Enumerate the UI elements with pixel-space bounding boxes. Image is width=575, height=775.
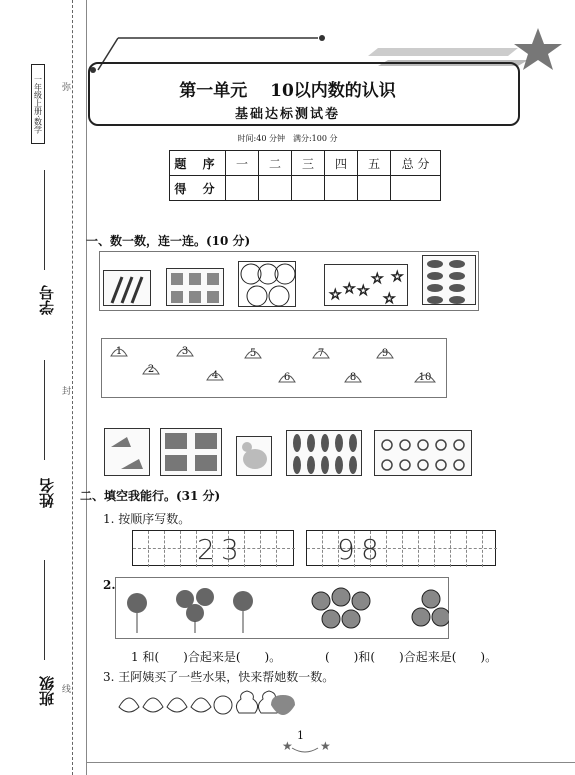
svg-text:☆: ☆: [357, 283, 370, 299]
score-col: 四: [325, 151, 358, 176]
mushroom-number[interactable]: 5: [249, 348, 257, 359]
score-cell[interactable]: [259, 176, 292, 201]
apple-icon: [312, 588, 449, 628]
score-table-row-header: 得 分: [170, 176, 226, 201]
peach-icon: [167, 698, 187, 712]
writing-grid-left[interactable]: [132, 530, 294, 566]
question2-label: 2.: [103, 578, 116, 592]
birds-picture: [104, 428, 150, 476]
pencils-picture: [103, 270, 151, 306]
student-id-label: 学号: [38, 285, 56, 315]
score-table-row-header: 题 序: [170, 151, 226, 176]
mushroom-numbers: [101, 338, 447, 398]
svg-text:☆: ☆: [371, 271, 384, 287]
svg-text:☆: ☆: [329, 287, 342, 303]
class-line: [44, 560, 45, 660]
mushroom-number[interactable]: 7: [317, 348, 325, 359]
writing-grid-right[interactable]: [306, 530, 496, 566]
mushroom-number[interactable]: 1: [115, 346, 123, 357]
mushroom-number[interactable]: 2: [147, 364, 155, 375]
flower-icon: [127, 588, 253, 622]
svg-text:☆: ☆: [383, 291, 396, 307]
page-title: 第一单元 10以内数的认识: [179, 81, 396, 101]
circles-picture: [238, 261, 296, 307]
peach-icon: [143, 698, 163, 712]
star-icon: ★: [282, 739, 293, 753]
peach-icon: [191, 698, 211, 712]
section2-heading: 二、填空我能行。(31 分): [80, 489, 221, 503]
chicken-picture: [236, 436, 272, 476]
score-col-total: 总 分: [391, 151, 441, 176]
question2-sentence-right: ( )和( )合起来是( )。: [325, 650, 498, 664]
mushroom-number[interactable]: 4: [211, 370, 219, 381]
computers-picture: [160, 428, 222, 476]
pear-icon: [236, 691, 257, 713]
grade-label: 一年级上册·数学: [31, 64, 45, 144]
name-line: [44, 360, 45, 460]
apple-icon: [214, 696, 232, 714]
student-id-line: [44, 170, 45, 270]
grid-digit: 3: [221, 533, 239, 566]
name-label: 姓名: [38, 478, 56, 508]
page-subtitle: 基础达标测试卷: [234, 107, 340, 122]
seal-char-bottom: 线: [60, 684, 70, 693]
seal-char-mid: 封: [60, 386, 70, 395]
snails-picture: [374, 430, 472, 476]
strawberry-icon: [271, 695, 295, 715]
peach-icon: [119, 698, 139, 712]
question3-label: 3. 王阿姨买了一些水果，快来帮她数一数。: [103, 670, 335, 684]
score-cell[interactable]: [325, 176, 358, 201]
score-cell[interactable]: [226, 176, 259, 201]
mushroom-number[interactable]: 8: [349, 372, 357, 383]
question1-label: 1. 按顺序写数。: [103, 512, 191, 526]
footer-line: [86, 762, 575, 763]
grid-digit: 9: [337, 533, 355, 566]
score-col: 三: [292, 151, 325, 176]
question2-sentence-left: 1 和( )合起来是( )。: [131, 650, 282, 664]
fish-picture: [422, 255, 476, 305]
grid-digit: 2: [197, 533, 215, 566]
section1-heading: 一、数一数，连一连。(10 分): [86, 234, 251, 248]
score-col: 五: [358, 151, 391, 176]
flowers-and-apples: [115, 577, 449, 639]
class-label: 班级: [38, 676, 56, 706]
mushroom-number[interactable]: 10: [418, 372, 432, 383]
score-cell[interactable]: [358, 176, 391, 201]
score-col: 二: [259, 151, 292, 176]
corn-picture: [286, 430, 362, 476]
footer-decoration: [270, 734, 340, 754]
page-number: 1: [297, 729, 304, 742]
svg-text:☆: ☆: [343, 281, 356, 297]
exam-meta: 时间:40 分钟 满分:100 分: [237, 134, 338, 143]
seal-char-top: 弥: [60, 82, 70, 91]
cups-picture: [166, 268, 224, 306]
mushroom-number[interactable]: 3: [181, 346, 189, 357]
mushroom-number[interactable]: 9: [381, 348, 389, 359]
mushroom-number[interactable]: 6: [283, 372, 291, 383]
svg-text:☆: ☆: [391, 269, 404, 285]
score-cell[interactable]: [391, 176, 441, 201]
stars-picture: [324, 264, 408, 306]
score-col: 一: [226, 151, 259, 176]
grid-digit: 8: [361, 533, 379, 566]
fruits-row: [115, 687, 305, 717]
star-icon: ★: [320, 739, 331, 753]
score-table: [169, 150, 441, 201]
score-cell[interactable]: [292, 176, 325, 201]
